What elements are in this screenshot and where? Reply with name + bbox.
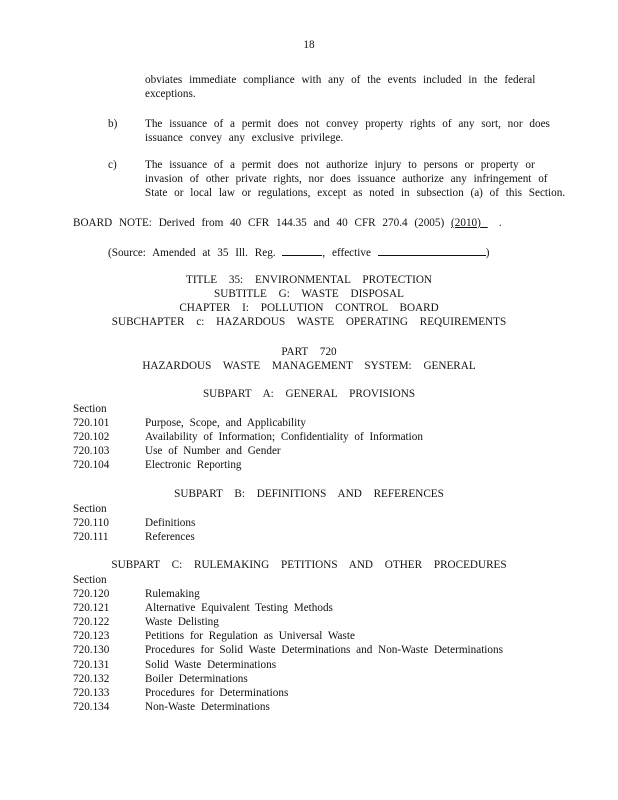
board-note-text: BOARD NOTE: Derived from 40 CFR 144.35 and 40 CFR 270.4 (2005) [73, 217, 445, 229]
chapter-heading: CHAPTER I: POLLUTION CONTROL BOARD [179, 302, 439, 314]
section-title: Alternative Equivalent Testing Methods [145, 602, 333, 614]
board-note [73, 216, 502, 230]
subpart-c-heading: SUBPART C: RULEMAKING PETITIONS AND OTHER PROCEDURES [111, 559, 507, 571]
item-c-line-1: The issuance of a permit does not authorize injury to persons or property or [145, 159, 535, 171]
section-title: Boiler Determinations [145, 673, 248, 685]
subtitle-heading: SUBTITLE G: WASTE DISPOSAL [214, 288, 404, 300]
part-label: PART 720 [281, 346, 337, 358]
section-title: Use of Number and Gender [145, 445, 281, 457]
section-number: 720.130 [73, 644, 110, 656]
section-number: 720.111 [73, 531, 109, 543]
source-date-blank [378, 245, 486, 256]
board-note-tail: . [498, 217, 502, 229]
section-number: 720.122 [73, 616, 110, 628]
item-c-line-3: State or local law or regulations, except as noted in subsection (a) of this Section. [145, 187, 566, 199]
item-b-line-2: issuance convey any exclusive privilege. [145, 132, 344, 144]
continuation-line-2: exceptions. [145, 88, 196, 100]
section-number: 720.110 [73, 517, 109, 529]
section-title: Purpose, Scope, and Applicability [145, 417, 306, 429]
section-title: Rulemaking [145, 588, 200, 600]
item-b-label: b) [108, 118, 118, 130]
section-title: Procedures for Determinations [145, 687, 289, 699]
section-number: 720.120 [73, 588, 110, 600]
source-reg-blank [282, 245, 322, 256]
source-prefix: (Source: Amended at 35 Ill. Reg. [108, 247, 276, 259]
section-title: Petitions for Regulation as Universal Waste [145, 630, 355, 642]
item-c-line-2: invasion of other private rights, nor does issuance authorize any infringement of [145, 173, 548, 185]
section-number: 720.121 [73, 602, 110, 614]
subchapter-heading: SUBCHAPTER c: HAZARDOUS WASTE OPERATING REQUIREMENTS [111, 316, 507, 328]
source-suffix: ) [485, 247, 490, 259]
section-title: Solid Waste Determinations [145, 659, 277, 671]
item-c-label: c) [108, 159, 117, 171]
continuation-line-1: obviates immediate compliance with any of the events included in the federal [145, 74, 536, 86]
part-name: HAZARDOUS WASTE MANAGEMENT SYSTEM: GENERAL [142, 360, 476, 372]
subpart-a-section-label: Section [73, 403, 107, 415]
section-number: 720.103 [73, 445, 110, 457]
section-number: 720.101 [73, 417, 110, 429]
subpart-b-heading: SUBPART B: DEFINITIONS AND REFERENCES [174, 488, 444, 500]
title-heading: TITLE 35: ENVIRONMENTAL PROTECTION [186, 274, 432, 286]
page-number: 18 [303, 39, 315, 51]
section-title: Definitions [145, 517, 196, 529]
section-number: 720.133 [73, 687, 110, 699]
source-middle: , effective [322, 247, 371, 259]
section-number: 720.134 [73, 701, 110, 713]
subpart-a-heading: SUBPART A: GENERAL PROVISIONS [202, 388, 416, 400]
section-number: 720.104 [73, 459, 110, 471]
section-number: 720.131 [73, 659, 110, 671]
subpart-b-section-label: Section [73, 503, 107, 515]
item-b-line-1: The issuance of a permit does not convey property rights of any sort, nor does [145, 118, 550, 130]
board-note-underlined: (2010) [451, 217, 481, 229]
section-title: References [145, 531, 195, 543]
section-title: Electronic Reporting [145, 459, 242, 471]
source-line [108, 245, 489, 260]
section-title: Procedures for Solid Waste Determinations and Non-Waste Determinations [145, 644, 503, 656]
section-title: Waste Delisting [145, 616, 219, 628]
section-title: Availability of Information; Confidentiality of Information [145, 431, 423, 443]
subpart-c-section-label: Section [73, 574, 107, 586]
section-number: 720.123 [73, 630, 110, 642]
section-title: Non-Waste Determinations [145, 701, 270, 713]
section-number: 720.132 [73, 673, 110, 685]
section-number: 720.102 [73, 431, 110, 443]
